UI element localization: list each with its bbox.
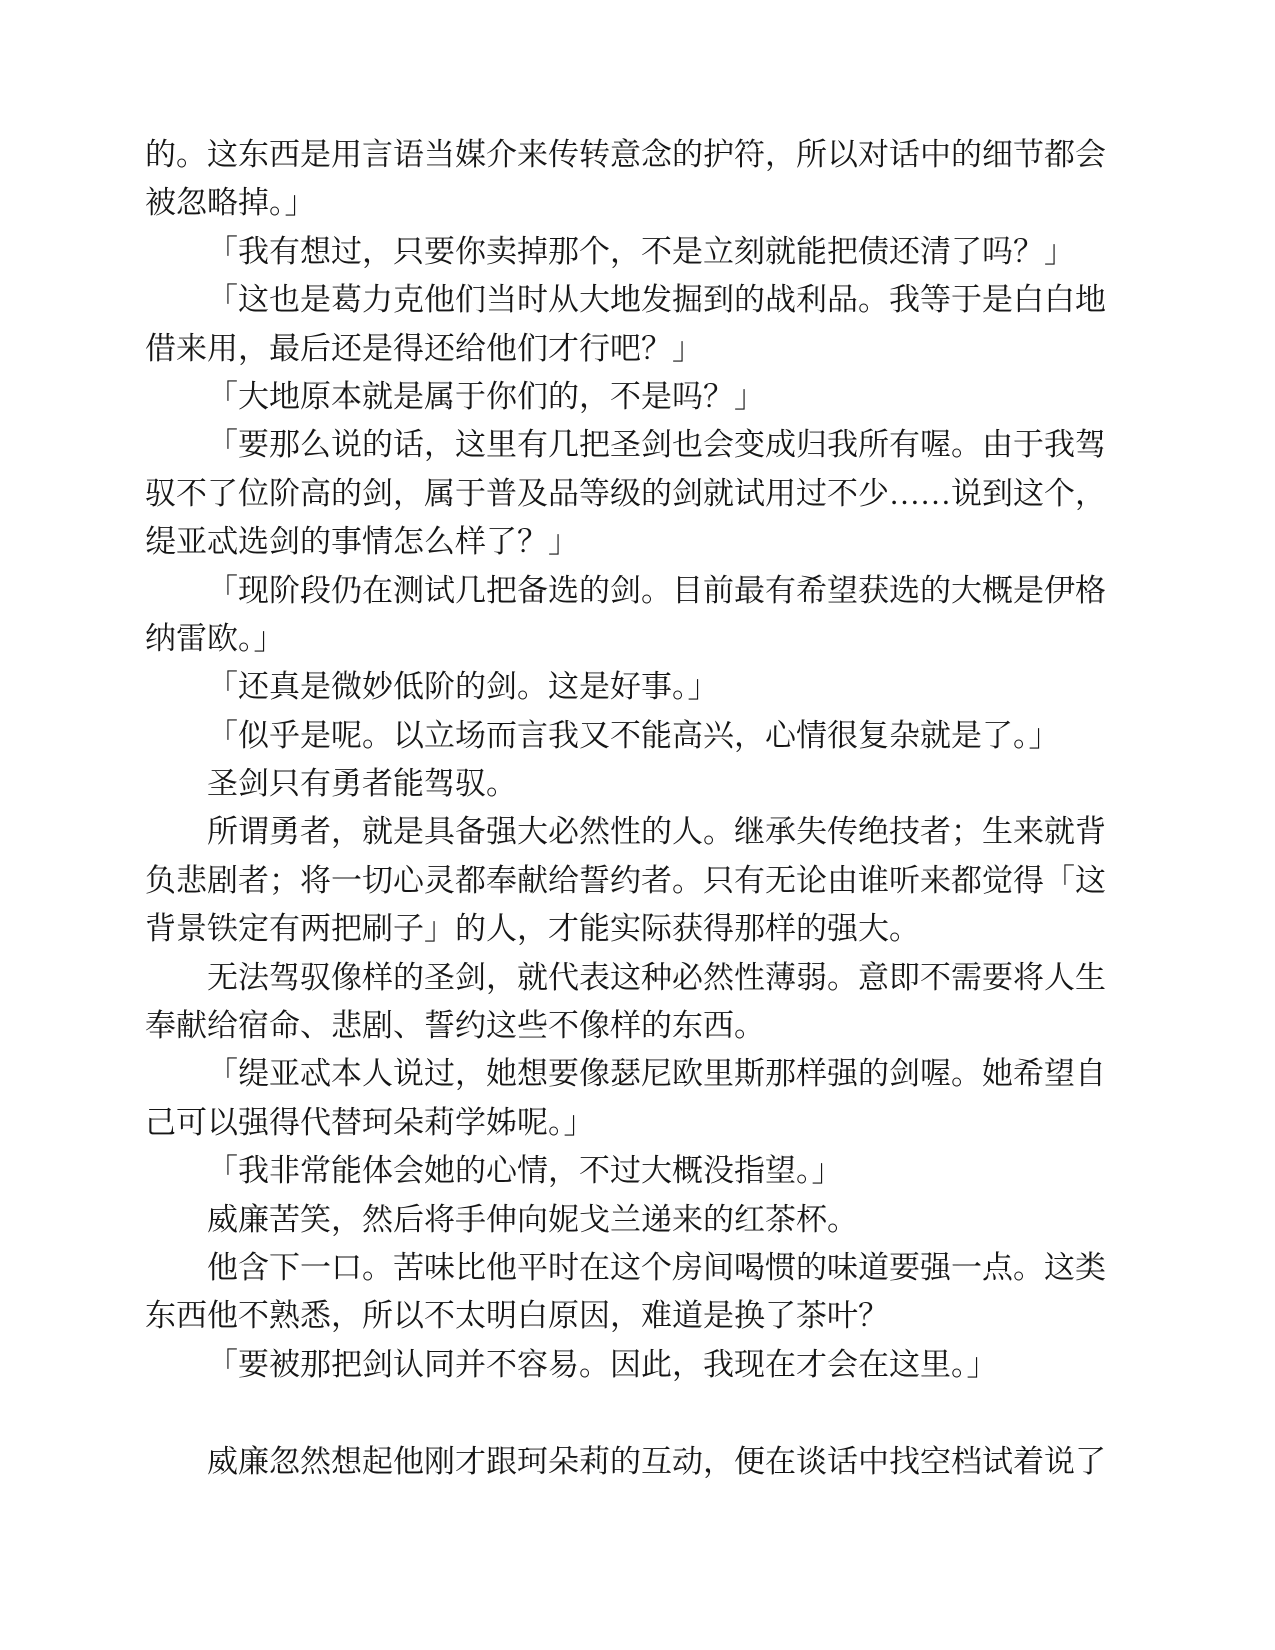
text-line: 的。这东西是用言语当媒介来传转意念的护符，所以对话中的细节都会 [145,137,1106,172]
text-line: 他含下一口。苦味比他平时在这个房间喝惯的味道要强一点。这类 [207,1249,1106,1285]
text-line: 奉献给宿命、悲剧、誓约这些不像样的东西。 [145,1008,765,1044]
text-line: 东西他不熟悉，所以不太明白原因，难道是换了茶叶？ [145,1298,889,1334]
text-line: 驭不了位阶高的剑，属于普及品等级的剑就试用过不少……说到这个， [145,475,1106,511]
text-column [145,131,1105,1486]
text-line: 纳雷欧。」 [145,620,285,656]
text-line: 被忽略掉。」 [145,185,316,221]
text-line: 「我有想过，只要你卖掉那个，不是立刻就能把债还清了吗？」 [207,233,1075,269]
text-line: 无法驾驭像样的圣剑，就代表这种必然性薄弱。意即不需要将人生 [207,959,1106,995]
text-line: 威廉忽然想起他刚才跟珂朵莉的互动，便在谈话中找空档试着说了 [207,1443,1106,1479]
text-line: 「还真是微妙低阶的剑。这是好事。」 [207,669,719,705]
text-line: 负悲剧者；将一切心灵都奉献给誓约者。只有无论由谁听来都觉得「这 [145,862,1106,898]
text-line [145,1389,1105,1437]
text-line: 「我非常能体会她的心情，不过大概没指望。」 [207,1153,843,1189]
text-line: 所谓勇者，就是具备强大必然性的人。继承失传绝技者；生来就背 [207,814,1106,850]
text-line: 「现阶段仍在测试几把备选的剑。目前最有希望获选的大概是伊格 [207,572,1106,608]
text-line: 「要被那把剑认同并不容易。因此，我现在才会在这里。」 [207,1346,998,1382]
text-line: 圣剑只有勇者能驾驭。 [207,766,517,802]
text-line: 「这也是葛力克他们当时从大地发掘到的战利品。我等于是白白地 [207,282,1106,318]
text-line: 「缇亚忒本人说过，她想要像瑟尼欧里斯那样强的剑喔。她希望自 [207,1056,1106,1092]
text-line: 己可以强得代替珂朵莉学姊呢。」 [145,1104,595,1140]
text-line: 威廉苦笑，然后将手伸向妮戈兰递来的红茶杯。 [207,1201,858,1237]
text-line: 背景铁定有两把刷子」的人，才能实际获得那样的强大。 [145,911,920,947]
text-line: 缇亚忒选剑的事情怎么样了？」 [145,524,579,560]
text-line: 「似乎是呢。以立场而言我又不能高兴，心情很复杂就是了。」 [207,717,1060,753]
text-line: 借来用，最后还是得还给他们才行吧？」 [145,330,703,366]
text-line: 「要那么说的话，这里有几把圣剑也会变成归我所有喔。由于我驾 [207,427,1106,463]
text-line: 「大地原本就是属于你们的，不是吗？」 [207,378,765,414]
